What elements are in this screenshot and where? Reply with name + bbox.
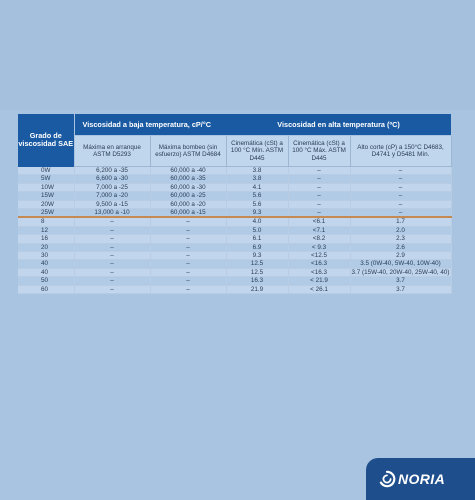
grade-cell: 8 [18, 217, 74, 226]
kinematic-max-cell: < 21.9 [288, 277, 350, 285]
grade-cell: 5W [18, 175, 74, 183]
hths-cell: 3.7 (15W-40, 20W-40, 25W-40, 40) [351, 268, 450, 276]
hths-cell: 2.6 [350, 243, 451, 251]
hths-cell: – [350, 209, 451, 218]
kinematic-min-cell: 9.3 [226, 252, 288, 260]
grade-cell: 25W [18, 209, 74, 218]
grade-cell: 50 [18, 277, 74, 285]
kinematic-max-cell: – [288, 200, 350, 208]
pumping-header: Máxima bombeo (sin esfuerzo) ASTM D4684 [150, 136, 226, 167]
top-band [0, 0, 475, 110]
kinematic-max-header: Cinemática (cSt) a 100 °C Máx. ASTM D445 [288, 136, 350, 167]
sae-viscosity-table [18, 114, 452, 294]
kinematic-max-cell: < 9.3 [288, 243, 350, 251]
pumping-cell: – [150, 252, 226, 260]
kinematic-max-cell: <6.1 [288, 217, 350, 226]
hths-cell: 1.7 [350, 217, 451, 226]
pumping-cell: – [150, 285, 226, 293]
grade-cell: 60 [18, 285, 74, 293]
grade-cell: 0W [18, 167, 74, 175]
kinematic-max-cell: – [288, 167, 350, 175]
cranking-cell: – [74, 217, 150, 226]
cranking-cell: 7,000 a -25 [74, 183, 150, 191]
cranking-cell: – [74, 268, 150, 276]
kinematic-max-cell: – [288, 183, 350, 191]
kinematic-min-cell: 9.3 [226, 209, 288, 218]
cranking-cell: – [74, 243, 150, 251]
table-row [18, 285, 451, 293]
hths-cell: – [350, 175, 451, 183]
table-row [18, 252, 451, 260]
hths-cell: 3.5 (0W-40, 5W-40, 10W-40) [350, 260, 451, 268]
table-row [18, 268, 451, 276]
table-row [18, 235, 451, 243]
cranking-cell: – [74, 252, 150, 260]
kinematic-min-cell: 3.8 [226, 175, 288, 183]
high-temp-header: Viscosidad en alta temperatura (ºC) [226, 114, 451, 136]
hths-cell: 3.7 [350, 285, 451, 293]
kinematic-max-cell: – [288, 209, 350, 218]
hths-cell: 3.7 [350, 277, 451, 285]
pumping-cell: – [150, 260, 226, 268]
logo-text: NORIA [398, 471, 446, 487]
hths-cell: – [350, 183, 451, 191]
kinematic-min-cell: 4.1 [226, 183, 288, 191]
kinematic-min-header: Cinemática (cSt) a 100 °C Mín. ASTM D445 [226, 136, 288, 167]
table-row [18, 217, 451, 226]
grade-cell: 12 [18, 226, 74, 234]
kinematic-max-cell: <7.1 [288, 226, 350, 234]
cranking-cell: – [74, 235, 150, 243]
hths-cell: – [350, 200, 451, 208]
kinematic-min-cell: 21.9 [226, 285, 288, 293]
pumping-cell: – [150, 268, 226, 276]
cranking-cell: – [74, 226, 150, 234]
grade-cell: 20 [18, 243, 74, 251]
kinematic-min-cell: 5.6 [226, 192, 288, 200]
kinematic-max-cell: – [288, 175, 350, 183]
cranking-cell: 6,200 a -35 [74, 167, 150, 175]
pumping-cell: – [150, 226, 226, 234]
pumping-cell: 60,000 a -40 [150, 167, 226, 175]
kinematic-min-cell: 6.1 [226, 235, 288, 243]
low-temp-header: Viscosidad a baja temperatura, cP/°C [74, 114, 226, 136]
pumping-cell: – [150, 277, 226, 285]
grade-cell: 10W [18, 183, 74, 191]
kinematic-min-cell: 6.9 [226, 243, 288, 251]
kinematic-min-cell: 12.5 [226, 268, 288, 276]
hths-cell: 2.9 [350, 252, 451, 260]
cranking-cell: 6,600 a -30 [74, 175, 150, 183]
pumping-cell: 60,000 a -25 [150, 192, 226, 200]
kinematic-min-cell: 5.6 [226, 200, 288, 208]
pumping-cell: 60,000 a -30 [150, 183, 226, 191]
cranking-cell: 13,000 a -10 [74, 209, 150, 218]
pumping-cell: – [150, 243, 226, 251]
table-row [18, 260, 451, 268]
kinematic-max-cell: <8.2 [288, 235, 350, 243]
table-row [18, 209, 451, 218]
cranking-cell: 9,500 a -15 [74, 200, 150, 208]
cranking-header: Máxima en arranque ASTM D5293 [74, 136, 150, 167]
table-row [18, 192, 451, 200]
kinematic-max-cell: – [288, 192, 350, 200]
pumping-cell: 60,000 a -35 [150, 175, 226, 183]
hths-cell: – [350, 192, 451, 200]
pumping-cell: 60,000 a -20 [150, 200, 226, 208]
pumping-cell: – [150, 235, 226, 243]
viscosity-table-container [18, 114, 451, 294]
table-row [18, 200, 451, 208]
kinematic-max-cell: <16.3 [288, 260, 350, 268]
cranking-cell: – [74, 260, 150, 268]
kinematic-min-cell: 5.0 [226, 226, 288, 234]
kinematic-min-cell: 4.0 [226, 217, 288, 226]
hths-cell: – [350, 167, 451, 175]
grade-cell: 20W [18, 200, 74, 208]
kinematic-max-cell: <16.3 [288, 268, 350, 276]
hths-header [350, 136, 451, 167]
kinematic-max-cell: <12.5 [288, 252, 350, 260]
grade-cell: 16 [18, 235, 74, 243]
cranking-cell: – [74, 277, 150, 285]
kinematic-max-cell: < 26.1 [288, 285, 350, 293]
table-row [18, 277, 451, 285]
noria-swirl-icon [378, 470, 396, 488]
kinematic-min-cell: 3.8 [226, 167, 288, 175]
hths-cell: 2.0 [350, 226, 451, 234]
table-row [18, 175, 451, 183]
grade-cell: 40 [18, 260, 74, 268]
pumping-cell: – [150, 217, 226, 226]
grade-cell: 40 [18, 268, 74, 276]
cranking-cell: 7,000 a -20 [74, 192, 150, 200]
noria-logo [366, 458, 475, 500]
pumping-cell: 60,000 a -15 [150, 209, 226, 218]
cranking-cell: – [74, 285, 150, 293]
table-row [18, 243, 451, 251]
grade-cell: 30 [18, 252, 74, 260]
grade-cell: 15W [18, 192, 74, 200]
table-row [18, 226, 451, 234]
table-row [18, 167, 451, 175]
sae-grade-header: Grado de viscosidad SAE [18, 114, 74, 167]
table-row [18, 183, 451, 191]
hths-header-text: Alto corte (cP) a 150°C D4683, D4741 y D5481 Mín. [357, 143, 444, 158]
kinematic-min-cell: 16.3 [226, 277, 288, 285]
hths-cell: 2.3 [350, 235, 451, 243]
kinematic-min-cell: 12.5 [226, 260, 288, 268]
